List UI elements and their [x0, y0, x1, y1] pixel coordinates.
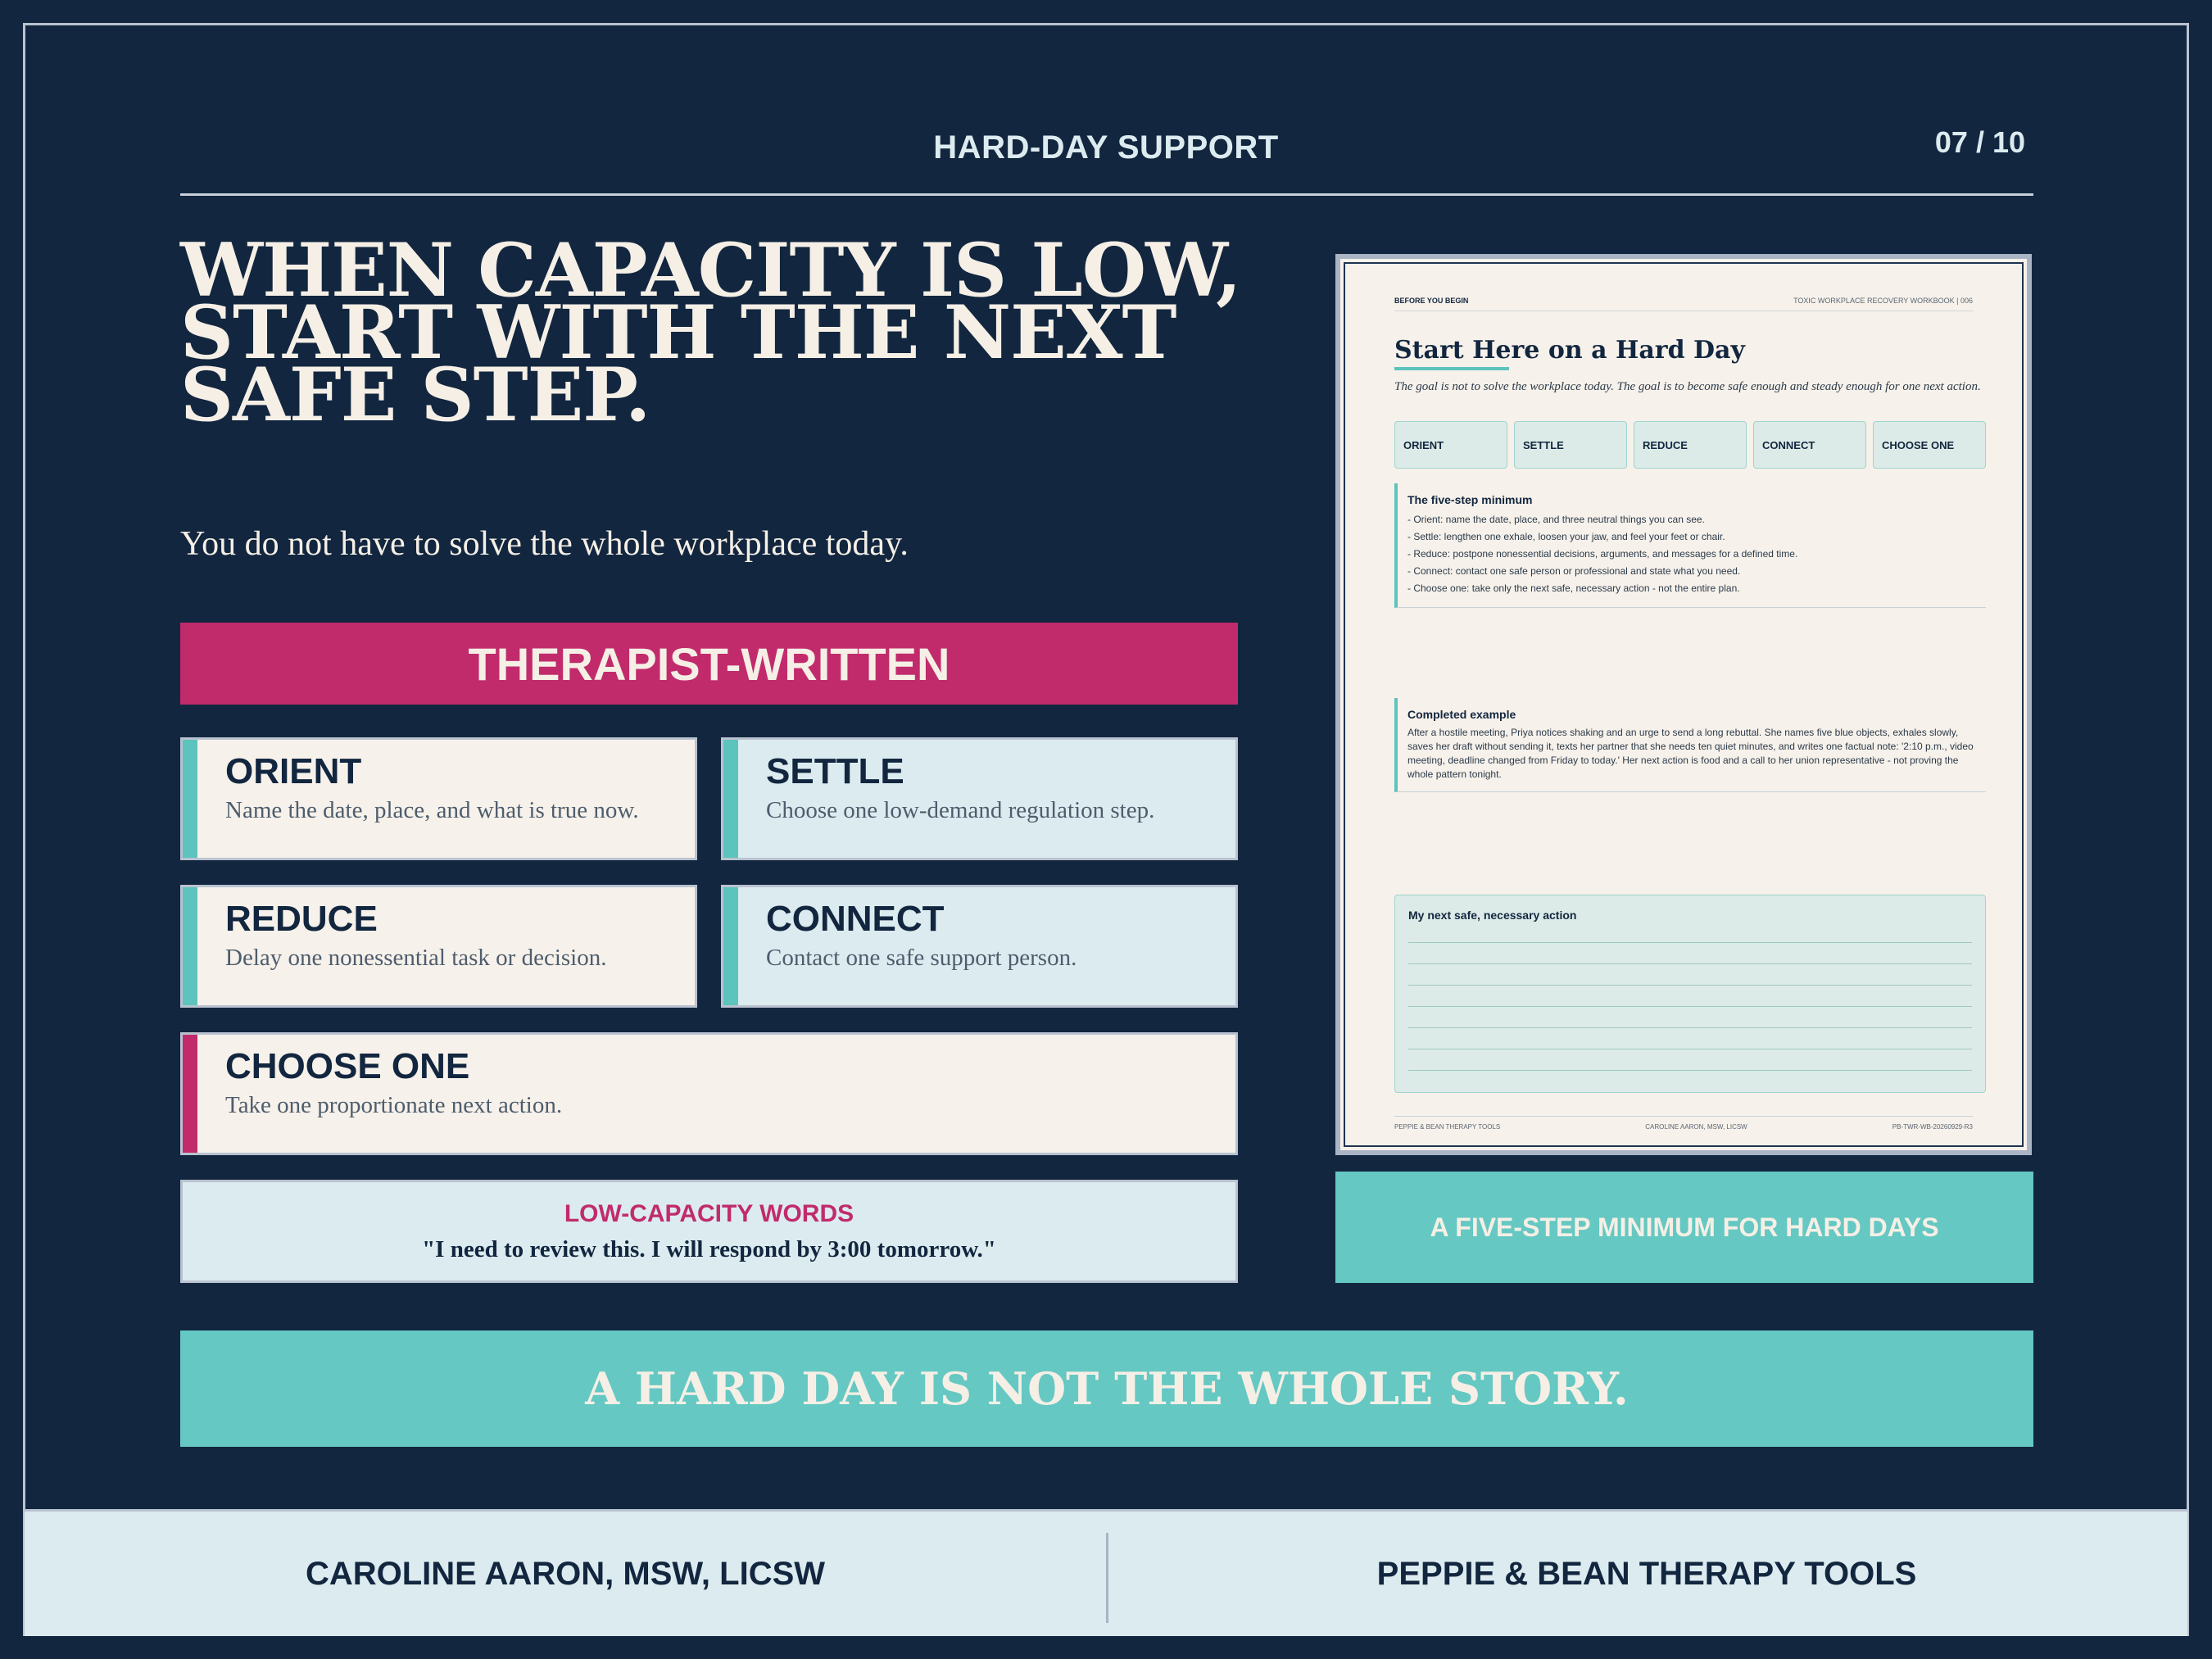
step-desc: Take one proportionate next action. [225, 1092, 563, 1118]
preview-minimum-item: - Orient: name the date, place, and three neutral things you can see. [1407, 514, 1705, 525]
preview-running-header [1394, 297, 1973, 311]
headline [180, 227, 1294, 438]
writing-line [1408, 1006, 1972, 1007]
step-name: SETTLE [766, 751, 904, 791]
preview-footer-left: PEPPIE & BEAN THERAPY TOOLS [1394, 1123, 1501, 1131]
preview-example-text: After a hostile meeting, Priya notices shaking and an urge to send a long rebuttal. She names five blue objects, exhales slowly, saves her draft without sending it, texts her partner that she needs ten quiet minutes, and writes one factual note: '2:10 p.m., video meeting, deadline changed from Friday to today.' Her next action is food and a call to her union representative - not proving the whole pattern tonight. [1407, 727, 1974, 780]
preview-example-block [1394, 698, 1986, 792]
step-desc: Choose one low-demand regulation step. [766, 797, 1155, 823]
preview-step: REDUCE [1634, 421, 1747, 469]
writing-line [1408, 1070, 1972, 1071]
writing-line [1408, 963, 1972, 964]
preview-title: Start Here on a Hard Day [1394, 336, 1745, 365]
preview-minimum-item: - Settle: lengthen one exhale, loosen your jaw, and feel your feet or chair. [1407, 531, 1725, 542]
preview-step: SETTLE [1514, 421, 1627, 469]
step-name: CONNECT [766, 899, 945, 939]
headline-line-2: START WITH THE NEXT [180, 289, 1176, 376]
step-name: CHOOSE ONE [225, 1046, 470, 1086]
preview-step: ORIENT [1394, 421, 1507, 469]
preview-title-underline [1394, 367, 1509, 370]
step-connect [721, 885, 1238, 1008]
workbook-page-preview [1335, 254, 2032, 1155]
preview-minimum-item: - Choose one: take only the next safe, necessary action - not the entire plan. [1407, 582, 1740, 594]
low-capacity-words [180, 1180, 1238, 1283]
preview-action-box [1394, 895, 1986, 1093]
therapist-written-badge: THERAPIST-WRITTEN [180, 623, 1238, 705]
low-capacity-title: LOW-CAPACITY WORDS [564, 1200, 854, 1227]
writing-line [1408, 985, 1972, 986]
low-capacity-quote: "I need to review this. I will respond by 3:00 tomorrow." [422, 1236, 996, 1262]
footer [25, 1509, 2187, 1636]
preview-step: CONNECT [1753, 421, 1866, 469]
step-desc: Delay one nonessential task or decision. [225, 945, 607, 971]
preview-footer-center: CAROLINE AARON, MSW, LICSW [1645, 1123, 1747, 1131]
subtitle: You do not have to solve the whole workplace today. [180, 525, 909, 563]
page-number: 07 / 10 [1934, 125, 2025, 159]
headline-line-3: SAFE STEP. [180, 351, 650, 438]
step-name: REDUCE [225, 899, 378, 939]
preview-inner-border [1344, 262, 2024, 1147]
writing-line [1408, 1027, 1972, 1028]
footer-brand: PEPPIE & BEAN THERAPY TOOLS [1376, 1555, 1917, 1592]
preview-goal: The goal is not to solve the workplace today. The goal is to become safe enough and steady enough for one next action. [1394, 380, 1981, 393]
preview-step-row [1394, 421, 1986, 469]
step-desc: Contact one safe support person. [766, 945, 1077, 971]
step-orient [180, 737, 697, 860]
step-settle [721, 737, 1238, 860]
preview-minimum-item: - Reduce: postpone nonessential decisions, arguments, and messages for a defined time. [1407, 548, 1798, 560]
preview-workbook: TOXIC WORKPLACE RECOVERY WORKBOOK | 006 [1793, 297, 1973, 305]
headline-line-1: WHEN CAPACITY IS LOW, [180, 227, 1241, 314]
step-desc: Name the date, place, and what is true now. [225, 797, 639, 823]
preview-action-title: My next safe, necessary action [1408, 909, 1577, 922]
preview-section: BEFORE YOU BEGIN [1394, 297, 1469, 305]
preview-minimum-title: The five-step minimum [1407, 493, 1533, 506]
step-choose-one [180, 1032, 1238, 1155]
five-step-caption: A FIVE-STEP MINIMUM FOR HARD DAYS [1335, 1172, 2033, 1283]
header-divider [180, 193, 2033, 196]
preview-footer-right: PB-TWR-WB-20260929-R3 [1892, 1123, 1973, 1131]
preview-minimum-item: - Connect: contact one safe person or professional and state what you need. [1407, 565, 1741, 577]
step-name: ORIENT [225, 751, 362, 791]
preview-example-title: Completed example [1407, 708, 1516, 721]
preview-step: CHOOSE ONE [1873, 421, 1986, 469]
preview-footer [1394, 1116, 1973, 1131]
writing-line [1408, 942, 1972, 943]
preview-minimum-block [1394, 483, 1986, 608]
footer-author: CAROLINE AARON, MSW, LICSW [305, 1555, 826, 1592]
section-title: HARD-DAY SUPPORT [933, 129, 1279, 165]
closing-banner: A HARD DAY IS NOT THE WHOLE STORY. [180, 1330, 2033, 1447]
step-reduce [180, 885, 697, 1008]
